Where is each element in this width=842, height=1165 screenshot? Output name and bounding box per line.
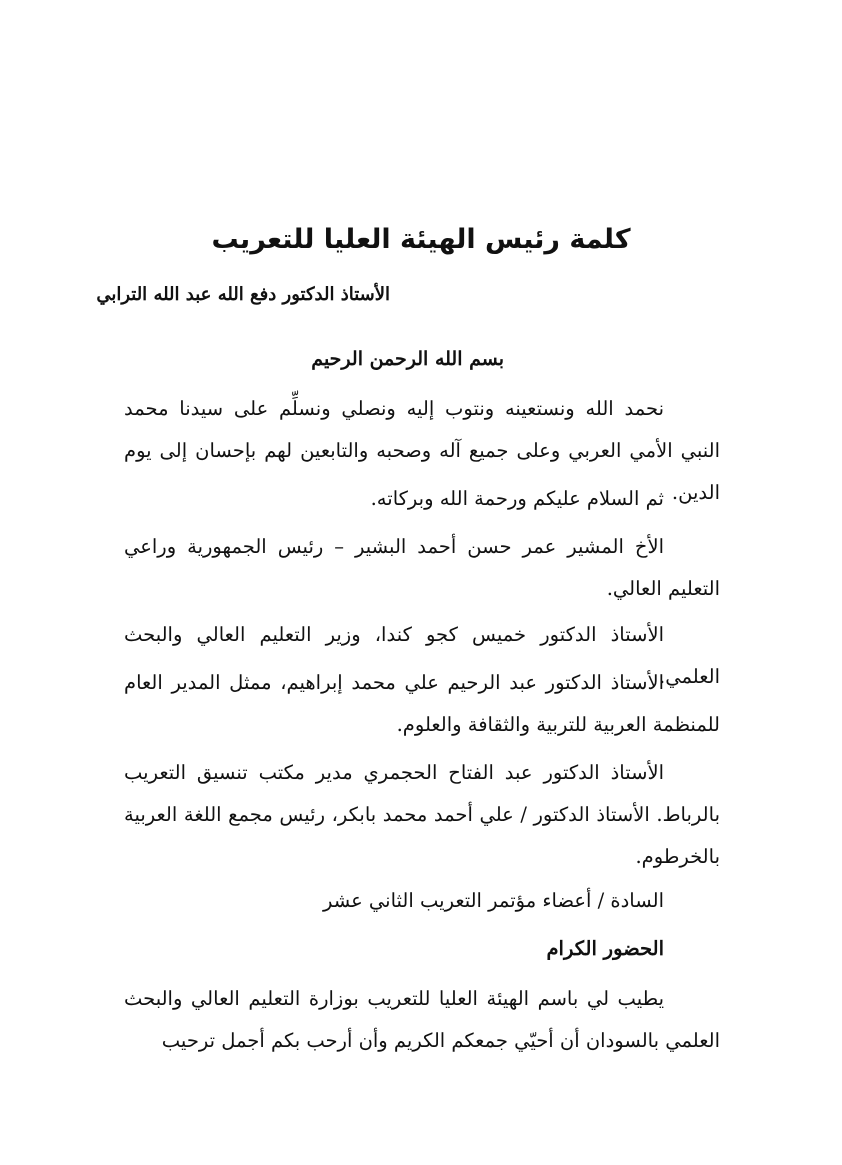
paragraph-opening-praise: نحمد الله ونستعينه ونتوب إليه ونصلي ونسلِّم على سيدنا محمد النبي الأمي العربي وعلى جميع آله وصحبه والتابعين لهم بإحسان إلى يوم الدين.	[124, 397, 720, 504]
paragraph-greeting: ثم السلام عليكم ورحمة الله وبركاته.	[370, 487, 664, 510]
paragraph-address-president: الأخ المشير عمر حسن أحمد البشير – رئيس الجمهورية وراعي التعليم العالي.	[124, 535, 720, 600]
paragraph-address-members: السادة / أعضاء مؤتمر التعريب الثاني عشر	[322, 889, 664, 912]
page-title: كلمة رئيس الهيئة العليا للتعريب	[211, 224, 631, 255]
paragraph-address-audience: الحضور الكرام	[546, 937, 664, 960]
paragraph-address-minister: الأستاذ الدكتور خميس كجو كندا، وزير التعليم العالي والبحث العلمي.	[124, 623, 720, 688]
paragraph-welcome: يطيب لي باسم الهيئة العليا للتعريب بوزارة التعليم العالي والبحث العلمي بالسودان أن أحيّي جمعكم الكريم وأن أرحب بكم أجمل ترحيب	[124, 987, 720, 1052]
basmala: بسم الله الرحمن الرحيم	[311, 348, 504, 370]
paragraph-address-alecso: الأستاذ الدكتور عبد الرحيم علي محمد إبراهيم، ممثل المدير العام للمنظمة العربية للتربية والثقافة والعلوم.	[124, 671, 720, 736]
author-name: الأستاذ الدكتور دفع الله عبد الله الترابي	[96, 284, 390, 305]
paragraph-address-arabization-office: الأستاذ الدكتور عبد الفتاح الحجمري مدير مكتب تنسيق التعريب بالرباط. الأستاذ الدكتور / علي أحمد محمد بابكر، رئيس مجمع اللغة العربية بالخرطوم.	[124, 761, 720, 868]
